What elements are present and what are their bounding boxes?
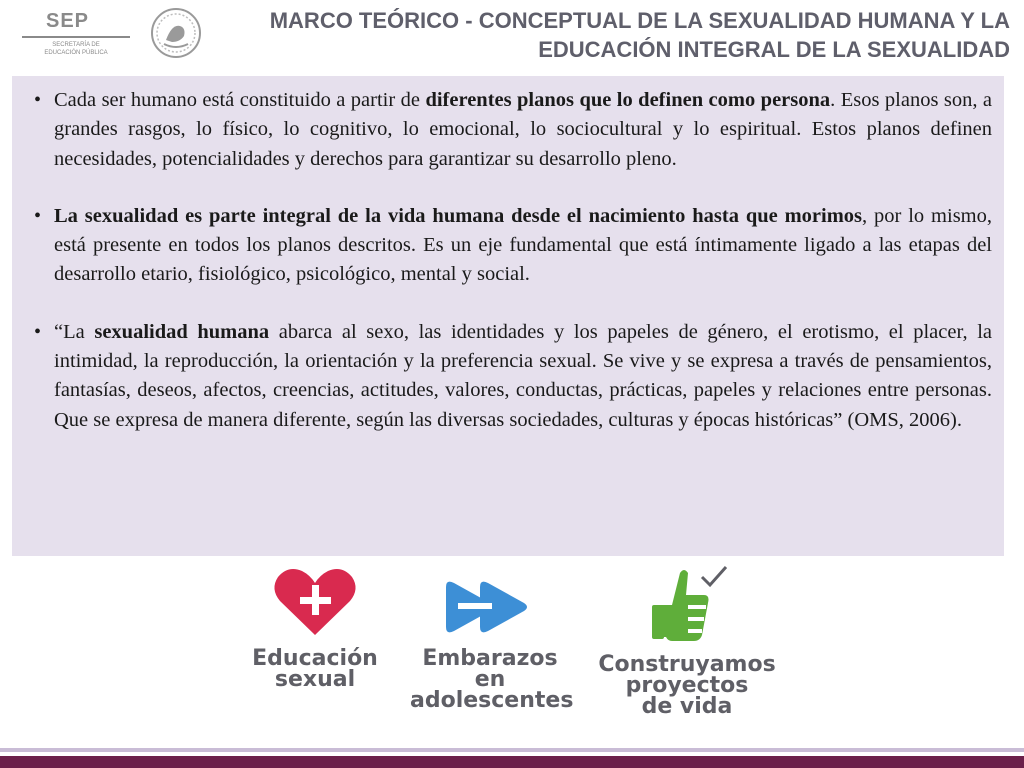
campaign-item-embarazos: [410, 565, 574, 713]
fast-forward-minus-icon: [440, 565, 540, 637]
paragraph-emphasis: La sexualidad es parte integral de la vida humana desde el nacimiento hasta que morimos: [54, 204, 863, 227]
paragraph-emphasis: sexualidad humana: [94, 320, 270, 343]
bullet-marker: •: [34, 204, 42, 227]
sep-logo-word: SEP: [46, 10, 90, 32]
campaign-label: Construyamos proyectos de vida: [598, 652, 776, 719]
bullet-paragraph: [54, 86, 992, 174]
campaign-label: Embarazos en adolescentes: [410, 646, 574, 713]
slide-title: MARCO TEÓRICO - CONCEPTUAL DE LA SEXUALIDAD HUMANA Y LA EDUCACIÓN INTEGRAL DE LA SEXUALIDAD: [269, 8, 1010, 62]
bullet-paragraph: [54, 318, 992, 435]
footer-bar-light: [0, 748, 1024, 752]
paragraph-segment: . Esos planos son, a grandes rasgos, lo físico, lo cognitivo, lo emocional, lo sociocultural y lo espiritual. Estos planos definen necesidades, potencialidades y derechos para garantizar su desarrollo pleno.: [54, 89, 993, 170]
paragraph-segment: Cada ser humano está constituido a partir de: [54, 89, 426, 111]
thumbs-up-check-icon: [642, 565, 732, 643]
bullet-marker: •: [34, 320, 42, 343]
sep-logo-subtitle: SECRETARÍA DE EDUCACIÓN PÚBLICA: [44, 42, 108, 56]
paragraph-segment: abarca al sexo, las identidades y los papeles de género, el erotismo, el placer, la intimidad, la reproducción, la orientación y la preferencia sexual. Se vive y se expresa a través de pensamientos, fantasías, deseos, afectos, creencias, actitudes, valores, conductas, prácticas, papeles y relaciones entre personas. Que se expresa de manera diferente, según las diversas sociedades, culturas y épocas históricas” (OMS, 2006).: [54, 320, 992, 431]
bullet-paragraph: [54, 202, 992, 290]
bullet-item: [34, 86, 992, 174]
campaign-item-educacion: [245, 565, 385, 690]
bullet-marker: •: [34, 89, 42, 111]
heart-plus-icon: [270, 565, 360, 637]
slide-header: [0, 0, 1024, 70]
content-panel: [12, 76, 1004, 556]
footer-bar-dark: [0, 756, 1024, 768]
campaign-item-proyectos: [592, 565, 782, 717]
footer-bar: [0, 748, 1024, 768]
paragraph-emphasis: diferentes planos que lo definen como persona: [425, 89, 831, 111]
bullet-item: [34, 202, 992, 290]
campaign-icons-row: [0, 565, 1024, 745]
sep-logo-rule: [22, 36, 130, 38]
paragraph-segment: , por lo mismo, está presente en todos los planos descritos. Es un eje fundamental que está íntimamente ligado a las etapas del desarrollo etario, fisiológico, psicológico, mental y social.: [54, 204, 992, 286]
bullet-item: [34, 318, 992, 435]
sep-logo: [18, 6, 188, 66]
national-seal-icon: [150, 6, 202, 60]
paragraph-segment: “La: [54, 320, 95, 343]
campaign-label: Educación sexual: [252, 646, 378, 692]
